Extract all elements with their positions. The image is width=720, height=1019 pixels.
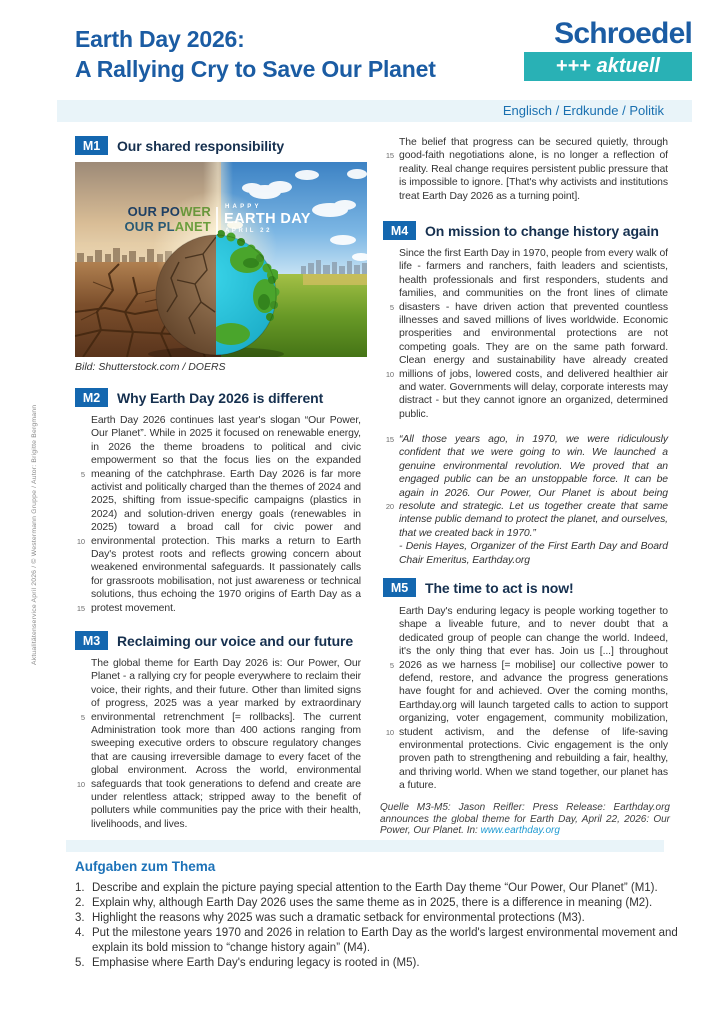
line-number: 15 (76, 604, 85, 613)
m1-title: Our shared responsibility (117, 137, 285, 154)
line-number: 15 (385, 151, 394, 160)
tasks-list (75, 881, 693, 971)
m3-continuation-block (380, 136, 668, 203)
earth-day-illustration (75, 162, 367, 357)
source-note (380, 802, 670, 837)
m3-continuation-paragraph: The belief that progress can be secured quietly, through good-faith negotiations alone, is no longer a reflection of reality. Real change requires persistent public pressure that is impossible to ignore. [That's why activists and institutions treat Earth Day 2026 as a turning point]. (399, 137, 668, 202)
tagline-word: aktuell (596, 55, 660, 77)
tasks-heading: Aufgaben zum Thema (75, 859, 216, 874)
m4-paragraph: Since the first Earth Day in 1970, people from every walk of life - farmers and ranchers, faith leaders and scientists, health professionals and first responders, students and families, and communities on the front lines of climate disasters - have driven action that prevented countless illnesses and saved millions of lives worldwide. Economic prosperities and environmental protections are not competing goals. They are on the same path forward. Clean energy and sustainability have already created millions of jobs, lowered costs, and delivered healthier air and water. Governments will delay, corporate interests may distract - but they cannot ignore an organized, determined public. (399, 248, 668, 420)
section-m2-header (75, 388, 323, 407)
task-text: Put the milestone years 1970 and 2026 in relation to Earth Day as the world's largest environmental movement and explain its bold mission to “change history again” (M4). (92, 927, 678, 954)
line-number: 15 (385, 435, 394, 444)
copyright-sidebar: Aktualitätenservice April 2026 / © Westermann Gruppe / Autor: Brigitte Bergmann (31, 404, 38, 665)
line-number: 10 (385, 370, 394, 379)
m5-paragraph: Earth Day's enduring legacy is people working together to shape a liveable future, and to never doubt that a dedicated group of people can change the world. Indeed, it's the only thing that ever has. Join us [...] throughout 2026 as we harness [= mobilise] our collective power to defend, restore, and advance the progress generations have fought for and achieved. Over the coming months, Earthday.org will launch targeted calls to action to support organizing, voter engagement, community mobilization, student activism, and the defense of life-saving environmental protections. Civic engagement is the only proven path to strengthening and rebuilding a fair, healthy, and thriving world. When we stand together, our planet has a future. (399, 606, 668, 792)
task-number: 4. (75, 927, 85, 939)
section-m1-header (75, 136, 284, 155)
m4-badge: M4 (383, 221, 416, 240)
line-number: 5 (80, 470, 85, 479)
m2-body-block (57, 414, 361, 615)
slogan-power-b: WER (180, 204, 211, 219)
divider-bar (66, 840, 664, 852)
m4-attribution: - Denis Hayes, Organizer of the First Earth Day and Board Chair Emeritus, Earthday.org (399, 541, 668, 566)
section-m5-header (383, 578, 574, 597)
overlay-divider (216, 207, 218, 234)
slogan-planet-b: ANET (174, 219, 211, 234)
task-text: Emphasise where Earth Day's enduring legacy is rooted in (M5). (92, 957, 420, 969)
m3-title: Reclaiming our voice and our future (117, 632, 354, 649)
overlay-earth-day: EARTH DAY (224, 211, 311, 227)
task-item (75, 896, 693, 911)
source-link[interactable]: www.earthday.org (480, 825, 560, 837)
task-item (75, 956, 693, 971)
line-number: 10 (385, 728, 394, 737)
task-text: Describe and explain the picture paying special attention to the Earth Day theme “Our Power, Our Planet” (M1). (92, 882, 658, 894)
subject-list: Englisch / Erdkunde / Politik (502, 103, 664, 118)
task-text: Explain why, although Earth Day 2026 uses the same theme as in 2025, there is a difference in meaning (M2). (92, 897, 653, 909)
task-text: Highlight the reasons why 2025 was such a dramatic setback for environmental protections (M3). (92, 912, 585, 924)
m4-quote-block (380, 433, 668, 567)
m4-body-block (380, 247, 668, 421)
m2-title: Why Earth Day 2026 is different (117, 389, 324, 406)
source-text: Quelle M3-M5: Jason Reifler: Press Release: Earthday.org announces the global theme for Earth Day, April 22, 2026: Our Power, Our Planet. In: (380, 802, 670, 837)
overlay-happy: HAPPY (225, 204, 262, 210)
section-m4-header (383, 221, 659, 240)
wheat-strip (303, 274, 367, 285)
m5-title: The time to act is now! (425, 579, 574, 596)
publisher-name: Schroedel (554, 17, 692, 50)
task-item (75, 911, 693, 926)
line-number: 5 (389, 303, 394, 312)
m1-badge: M1 (75, 136, 108, 155)
m3-paragraph: The global theme for Earth Day 2026 is: Our Power, Our Planet - a rallying cry for people everywhere to reclaim their voice, their rights, and their future. Other than limited signs of progress, 2025 was a year marked by extraordinary environmental retrenchment [= rollbacks]. The current Administration took more than 400 actions ranging from sweeping executive orders to obscure regulatory changes that are causing irreversible damage to every facet of the global environment. Across the world, environmental safeguards that took generations to defend and create are under relentless attack; stripped away to the benefit of polluters while communities pay the price with their health, livelihoods, and lives. (91, 658, 361, 830)
task-number: 2. (75, 897, 85, 909)
image-overlay-slogan (75, 204, 211, 234)
m3-body-block (57, 657, 361, 831)
line-number: 5 (80, 713, 85, 722)
line-number: 5 (389, 661, 394, 670)
task-item (75, 881, 693, 896)
publisher-tagline (524, 52, 692, 81)
subject-band (57, 100, 692, 122)
task-item (75, 926, 693, 956)
task-number: 1. (75, 882, 85, 894)
earth-day-image (75, 162, 367, 357)
line-number: 20 (385, 502, 394, 511)
page-title-line2: A Rallying Cry to Save Our Planet (75, 56, 436, 82)
m2-paragraph: Earth Day 2026 continues last year's slogan “Our Power, Our Planet”. While in 2025 it focused on renewable energy, in 2026 the theme broadens to political and civic empowerment so that the focus lies on the expanded meaning of the catchphrase. Earth Day 2026 is far more activist and politically charged than the themes of 2024 and 2025, shifting from issue-specific campaigns (plastics in 2024) and solution-driven energy goals (renewables in 2025) toward a broad call for civic power and environmental protection. This marks a return to Earth Day's protest roots and reflects growing concern about weakened environmental safeguards. It passionately calls for grassroots mobilisation, not just awareness or technical solutions, thus echoing the 1970 origins of Earth Day as a protest movement. (91, 415, 361, 614)
m5-badge: M5 (383, 578, 416, 597)
m3-badge: M3 (75, 631, 108, 650)
m2-badge: M2 (75, 388, 108, 407)
m4-quote: “All those years ago, in 1970, we were ridiculously confident that we were going to win. We launched a genuine environmental revolution. We proved that an engaged public can be an unstoppable force. It can be again in 2026. Our Power, Our Planet is about being resolute and strategic. Let us together create that same intense public demand to protect the planet, and ourselves, that we created back in 1970.” (399, 434, 668, 539)
line-number: 10 (76, 537, 85, 546)
task-number: 3. (75, 912, 85, 924)
section-m3-header (75, 631, 353, 650)
image-caption: Bild: Shutterstock.com / DOERS (75, 361, 226, 373)
m4-title: On mission to change history again (425, 222, 659, 239)
page-title-line1: Earth Day 2026: (75, 26, 245, 52)
m5-body-block (380, 605, 668, 793)
line-number: 10 (76, 780, 85, 789)
slogan-planet-a: OUR PL (124, 219, 175, 234)
publisher-logo (524, 18, 692, 81)
slogan-power-a: OUR PO (127, 204, 181, 219)
task-number: 5. (75, 957, 85, 969)
page-title (75, 24, 436, 84)
overlay-april-22: APRIL 22 (225, 228, 273, 234)
tagline-plus: +++ (556, 55, 592, 77)
